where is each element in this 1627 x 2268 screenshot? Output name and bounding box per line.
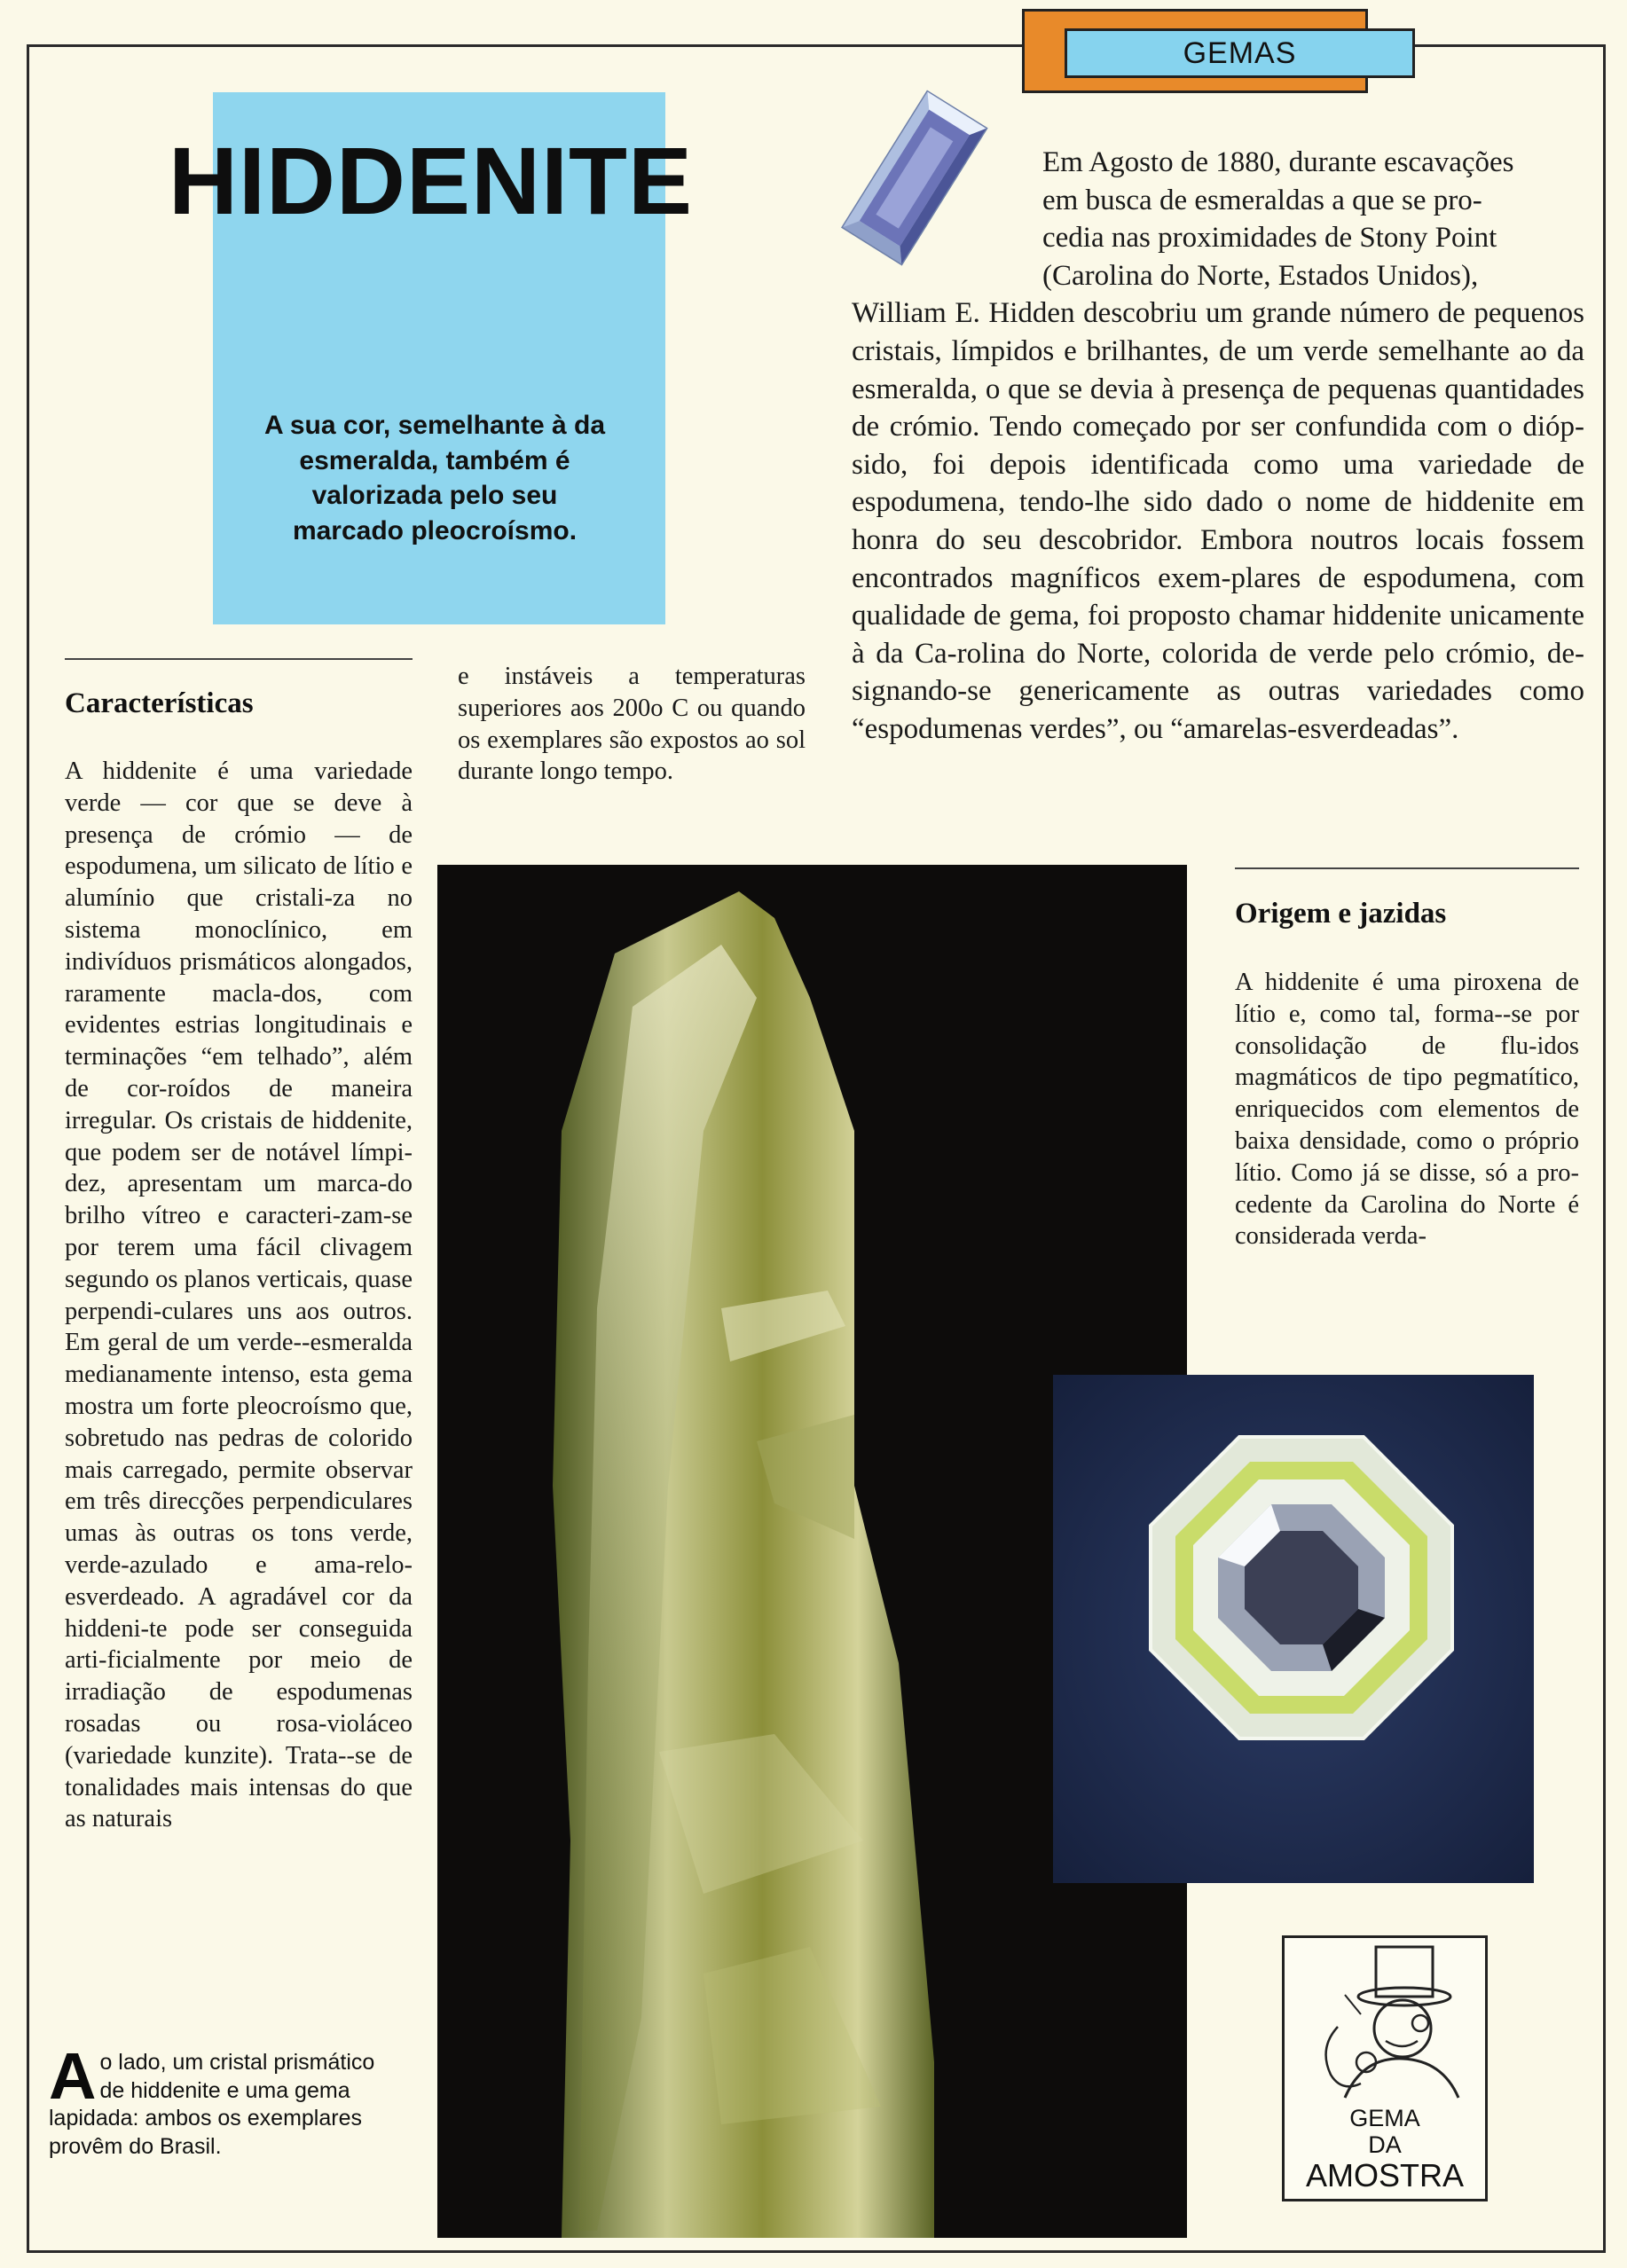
origem-heading: Origem e jazidas (1235, 898, 1447, 930)
intro-line: cedia nas proximidades de Stony Point (1042, 222, 1497, 255)
category-label: GEMAS (1183, 35, 1297, 70)
caracteristicas-continuation: e instáveis a temperaturas superiores aos 200o C ou quando os exemplares são expostos ao sol durante longo tempo. (458, 663, 806, 786)
subtitle: A sua cor, semelhante à da esmeralda, também é valorizada pelo seu marcado pleocroísmo. (263, 411, 606, 545)
section-rule-caracteristicas (65, 658, 413, 660)
intro-line: Em Agosto de 1880, durante escavações (1042, 146, 1514, 178)
category-tab (1065, 28, 1415, 78)
gema-da-amostra-badge (1282, 1935, 1488, 2201)
page-title: HIDDENITE (169, 127, 694, 234)
intro-line: em busca de esmeraldas a que se pro- (1042, 184, 1482, 216)
cut-hiddenite-gem-photo (1053, 1375, 1534, 1883)
origem-body: A hiddenite é uma piroxena de lítio e, como tal, forma--se por consolidação de flu-idos magmáticos de tipo pegmatítico, enriquecidos com elementos de baixa densidade, como o próprio lítio. Como já se disse, só a pro-cedente da Carolina do Norte é considerada verda- (1235, 969, 1579, 1251)
badge-line-3: AMOSTRA (1305, 2157, 1464, 2193)
photo-caption (49, 2039, 404, 2161)
badge-line-1: GEMA (1349, 2105, 1420, 2131)
gemologist-with-loupe-icon (1292, 1942, 1478, 2101)
caracteristicas-heading: Características (65, 687, 254, 719)
section-rule-origem (1235, 867, 1579, 869)
caption-drop-cap: A (49, 2039, 97, 2113)
intro-line: (Carolina do Norte, Estados Unidos), (1042, 259, 1479, 292)
intro-paragraph (852, 144, 1584, 749)
caracteristicas-body: A hiddenite é uma variedade verde — cor que se deve à presença de crómio — de espodumena, um silicato de lítio e alumínio que cristali-za no sistema monoclínico, em indivíduos prismáticos alongados, raramente macla-dos, com evidentes estrias longitudinais e terminações “em telhado”, além de cor-roídos de maneira irregular. Os cristais de hiddenite, que podem ser de notável límpi-dez, apresentam um marca-do brilho vítreo e caracteri-zam-se por terem uma fácil clivagem segundo os planos verticais, quase perpendi-culares uns aos outros. Em geral de um verde--esmeralda medianamente intenso, esta gema mostra um forte pleocroísmo que, sobretudo nas pedras de colorido mais carregado, permite observar em três direcções perpendiculares umas às outras os tons verde, verde-azulado e ama-relo-esverdeado. A agradável cor da hiddeni-te pode ser conseguida arti-ficialmente por meio de irradiação de espodumenas rosadas ou rosa-violáceo (variedade kunzite). Trata--se de tonalidades mais intensas do que as naturais (65, 757, 413, 1833)
caption-text: o lado, um cristal prismático de hiddenite e uma gema lapidada: ambos os exemplares provêm do Brasil. (49, 2050, 375, 2159)
badge-line-2: DA (1368, 2131, 1402, 2158)
intro-body: William E. Hidden descobriu um grande número de pequenos cristais, límpidos e brilhantes, de um verde semelhante ao da esmeralda, o que se devia à presença de pequenas quantidades de crómio. Tendo começado por ser confundida com o dióp-sido, foi depois identificada como uma variedade de espodumena, tendo-lhe sido dado o nome de hiddenite em honra do seu descobridor. Embora noutros locais fossem encontrados magníficos exem-plares de espodumena, com qualidade de gema, foi proposto chamar hiddenite unicamente à da Ca-rolina do Norte, colorida de verde pelo crómio, de-signando-se genericamente as outras variedades como “espodumenas verdes”, ou “amarelas-esverdeadas”. (852, 297, 1584, 745)
